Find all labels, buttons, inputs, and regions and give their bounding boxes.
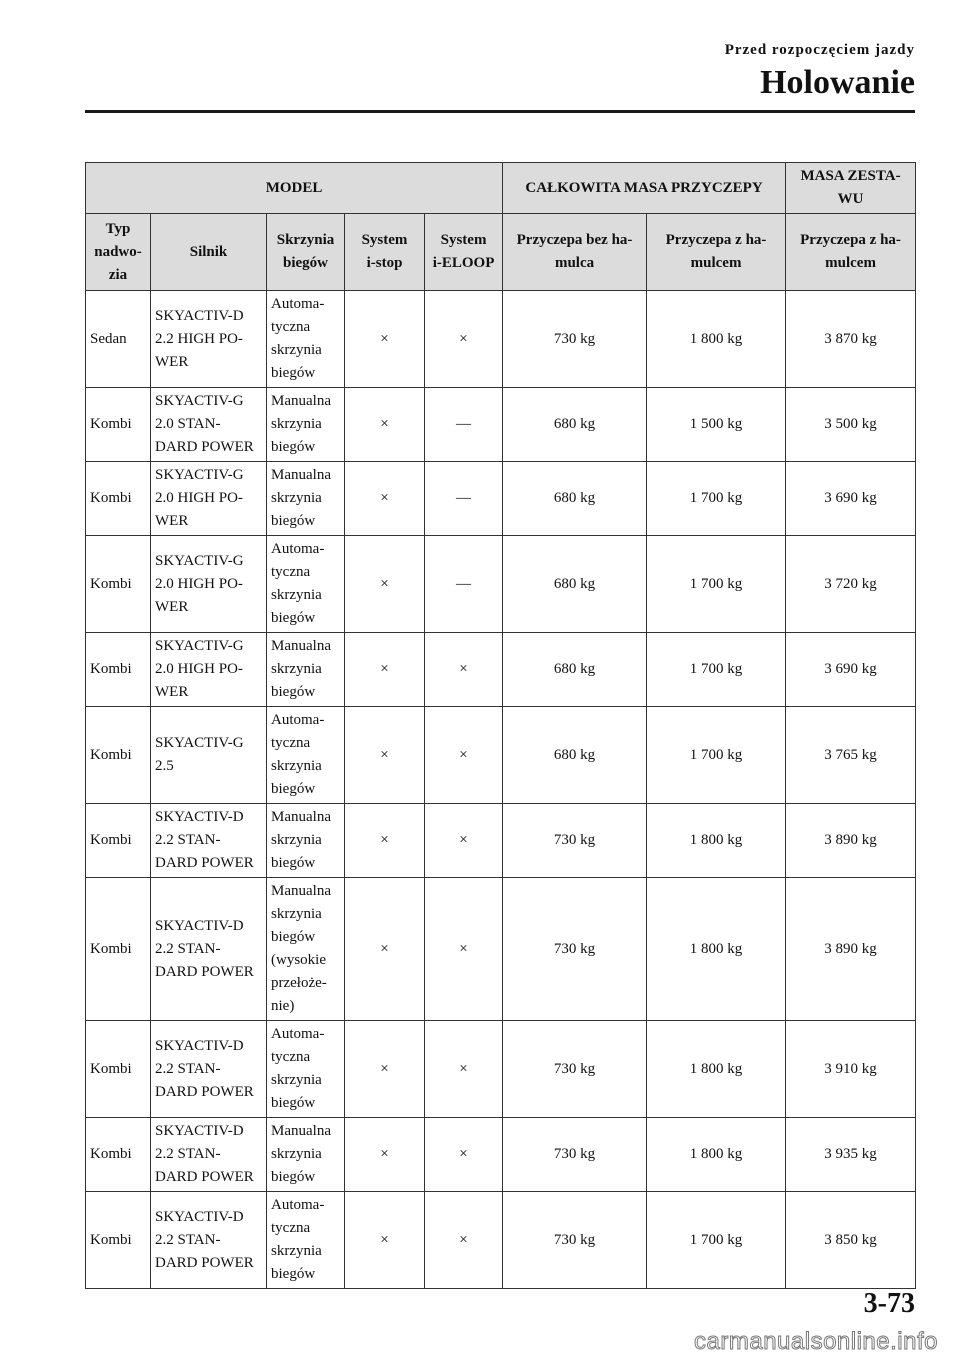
cell-braked: 1 700 kg — [647, 536, 786, 633]
cell-braked: 1 700 kg — [647, 462, 786, 536]
cell-gearbox: Automa- tyczna skrzynia biegów — [267, 536, 345, 633]
cell-ieloop: — — [425, 536, 503, 633]
cell-braked: 1 800 kg — [647, 291, 786, 388]
cell-braked: 1 500 kg — [647, 388, 786, 462]
cell-unbraked: 730 kg — [503, 1118, 647, 1192]
watermark: carmanualsonline.info — [694, 1328, 938, 1355]
page-number: 3-73 — [863, 1288, 915, 1319]
cell-combo-mass: 3 690 kg — [786, 462, 916, 536]
cell-body-type: Sedan — [86, 291, 151, 388]
table-row — [86, 878, 916, 1021]
cell-gearbox: Manualna skrzynia biegów — [267, 1118, 345, 1192]
table-row — [86, 291, 916, 388]
cell-combo-mass: 3 850 kg — [786, 1192, 916, 1289]
cell-combo-mass: 3 935 kg — [786, 1118, 916, 1192]
table-row — [86, 1021, 916, 1118]
cell-istop: × — [345, 1118, 425, 1192]
cell-gearbox: Manualna skrzynia biegów — [267, 804, 345, 878]
cell-body-type: Kombi — [86, 1118, 151, 1192]
cell-ieloop: × — [425, 878, 503, 1021]
cell-unbraked: 730 kg — [503, 1192, 647, 1289]
table-row — [86, 633, 916, 707]
header-trailer-mass: CAŁKOWITA MASA PRZYCZEPY — [503, 163, 786, 214]
cell-ieloop: × — [425, 633, 503, 707]
cell-istop: × — [345, 291, 425, 388]
cell-engine: SKYACTIV-G 2.0 STAN- DARD POWER — [151, 388, 267, 462]
cell-engine: SKYACTIV-G 2.0 HIGH PO- WER — [151, 462, 267, 536]
cell-ieloop: — — [425, 388, 503, 462]
cell-unbraked: 680 kg — [503, 707, 647, 804]
cell-istop: × — [345, 707, 425, 804]
cell-ieloop: × — [425, 804, 503, 878]
page-header — [85, 42, 915, 101]
cell-gearbox: Manualna skrzynia biegów (wysokie przełoże- nie) — [267, 878, 345, 1021]
col-combo-braked: Przyczepa z ha- mulcem — [786, 214, 916, 291]
cell-engine: SKYACTIV-D 2.2 STAN- DARD POWER — [151, 1118, 267, 1192]
cell-body-type: Kombi — [86, 707, 151, 804]
header-combo-mass: MASA ZESTA- WU — [786, 163, 916, 214]
cell-unbraked: 730 kg — [503, 291, 647, 388]
cell-gearbox: Manualna skrzynia biegów — [267, 388, 345, 462]
cell-body-type: Kombi — [86, 1021, 151, 1118]
cell-braked: 1 800 kg — [647, 1021, 786, 1118]
towing-spec-table — [85, 162, 916, 1289]
cell-unbraked: 680 kg — [503, 633, 647, 707]
table-row — [86, 804, 916, 878]
cell-combo-mass: 3 690 kg — [786, 633, 916, 707]
cell-unbraked: 680 kg — [503, 536, 647, 633]
cell-unbraked: 730 kg — [503, 878, 647, 1021]
cell-engine: SKYACTIV-G 2.0 HIGH PO- WER — [151, 633, 267, 707]
cell-combo-mass: 3 890 kg — [786, 878, 916, 1021]
cell-gearbox: Manualna skrzynia biegów — [267, 462, 345, 536]
cell-gearbox: Automa- tyczna skrzynia biegów — [267, 707, 345, 804]
col-engine: Silnik — [151, 214, 267, 291]
cell-combo-mass: 3 765 kg — [786, 707, 916, 804]
table-row — [86, 462, 916, 536]
col-body-type: Typ nadwo- zia — [86, 214, 151, 291]
header-model: MODEL — [86, 163, 503, 214]
cell-body-type: Kombi — [86, 878, 151, 1021]
col-unbraked-trailer: Przyczepa bez ha- mulca — [503, 214, 647, 291]
cell-combo-mass: 3 500 kg — [786, 388, 916, 462]
cell-istop: × — [345, 1192, 425, 1289]
cell-engine: SKYACTIV-G 2.0 HIGH PO- WER — [151, 536, 267, 633]
cell-body-type: Kombi — [86, 388, 151, 462]
cell-unbraked: 680 kg — [503, 462, 647, 536]
cell-unbraked: 730 kg — [503, 804, 647, 878]
cell-braked: 1 700 kg — [647, 1192, 786, 1289]
cell-braked: 1 700 kg — [647, 633, 786, 707]
table-row — [86, 536, 916, 633]
page-title: Holowanie — [760, 64, 915, 101]
cell-istop: × — [345, 388, 425, 462]
cell-engine: SKYACTIV-D 2.2 HIGH PO- WER — [151, 291, 267, 388]
cell-braked: 1 800 kg — [647, 804, 786, 878]
cell-istop: × — [345, 804, 425, 878]
cell-gearbox: Automa- tyczna skrzynia biegów — [267, 291, 345, 388]
cell-ieloop: × — [425, 291, 503, 388]
cell-combo-mass: 3 870 kg — [786, 291, 916, 388]
cell-braked: 1 800 kg — [647, 1118, 786, 1192]
cell-engine: SKYACTIV-D 2.2 STAN- DARD POWER — [151, 878, 267, 1021]
cell-gearbox: Manualna skrzynia biegów — [267, 633, 345, 707]
col-ieloop: System i-ELOOP — [425, 214, 503, 291]
cell-braked: 1 700 kg — [647, 707, 786, 804]
cell-ieloop: — — [425, 462, 503, 536]
cell-body-type: Kombi — [86, 536, 151, 633]
cell-body-type: Kombi — [86, 804, 151, 878]
cell-unbraked: 680 kg — [503, 388, 647, 462]
section-title: Przed rozpoczęciem jazdy — [724, 42, 915, 58]
cell-istop: × — [345, 536, 425, 633]
cell-istop: × — [345, 462, 425, 536]
cell-braked: 1 800 kg — [647, 878, 786, 1021]
cell-istop: × — [345, 1021, 425, 1118]
cell-body-type: Kombi — [86, 462, 151, 536]
cell-ieloop: × — [425, 1192, 503, 1289]
table-row — [86, 388, 916, 462]
col-istop: System i-stop — [345, 214, 425, 291]
table-row — [86, 1118, 916, 1192]
cell-engine: SKYACTIV-D 2.2 STAN- DARD POWER — [151, 804, 267, 878]
table-row — [86, 1192, 916, 1289]
cell-engine: SKYACTIV-D 2.2 STAN- DARD POWER — [151, 1021, 267, 1118]
cell-gearbox: Automa- tyczna skrzynia biegów — [267, 1021, 345, 1118]
cell-ieloop: × — [425, 707, 503, 804]
cell-istop: × — [345, 633, 425, 707]
cell-gearbox: Automa- tyczna skrzynia biegów — [267, 1192, 345, 1289]
cell-ieloop: × — [425, 1021, 503, 1118]
table-row — [86, 707, 916, 804]
header-rule — [85, 110, 915, 113]
cell-combo-mass: 3 720 kg — [786, 536, 916, 633]
cell-ieloop: × — [425, 1118, 503, 1192]
col-braked-trailer: Przyczepa z ha- mulcem — [647, 214, 786, 291]
cell-combo-mass: 3 910 kg — [786, 1021, 916, 1118]
cell-engine: SKYACTIV-D 2.2 STAN- DARD POWER — [151, 1192, 267, 1289]
cell-unbraked: 730 kg — [503, 1021, 647, 1118]
cell-combo-mass: 3 890 kg — [786, 804, 916, 878]
col-gearbox: Skrzynia biegów — [267, 214, 345, 291]
cell-engine: SKYACTIV-G 2.5 — [151, 707, 267, 804]
cell-body-type: Kombi — [86, 633, 151, 707]
cell-body-type: Kombi — [86, 1192, 151, 1289]
cell-istop: × — [345, 878, 425, 1021]
